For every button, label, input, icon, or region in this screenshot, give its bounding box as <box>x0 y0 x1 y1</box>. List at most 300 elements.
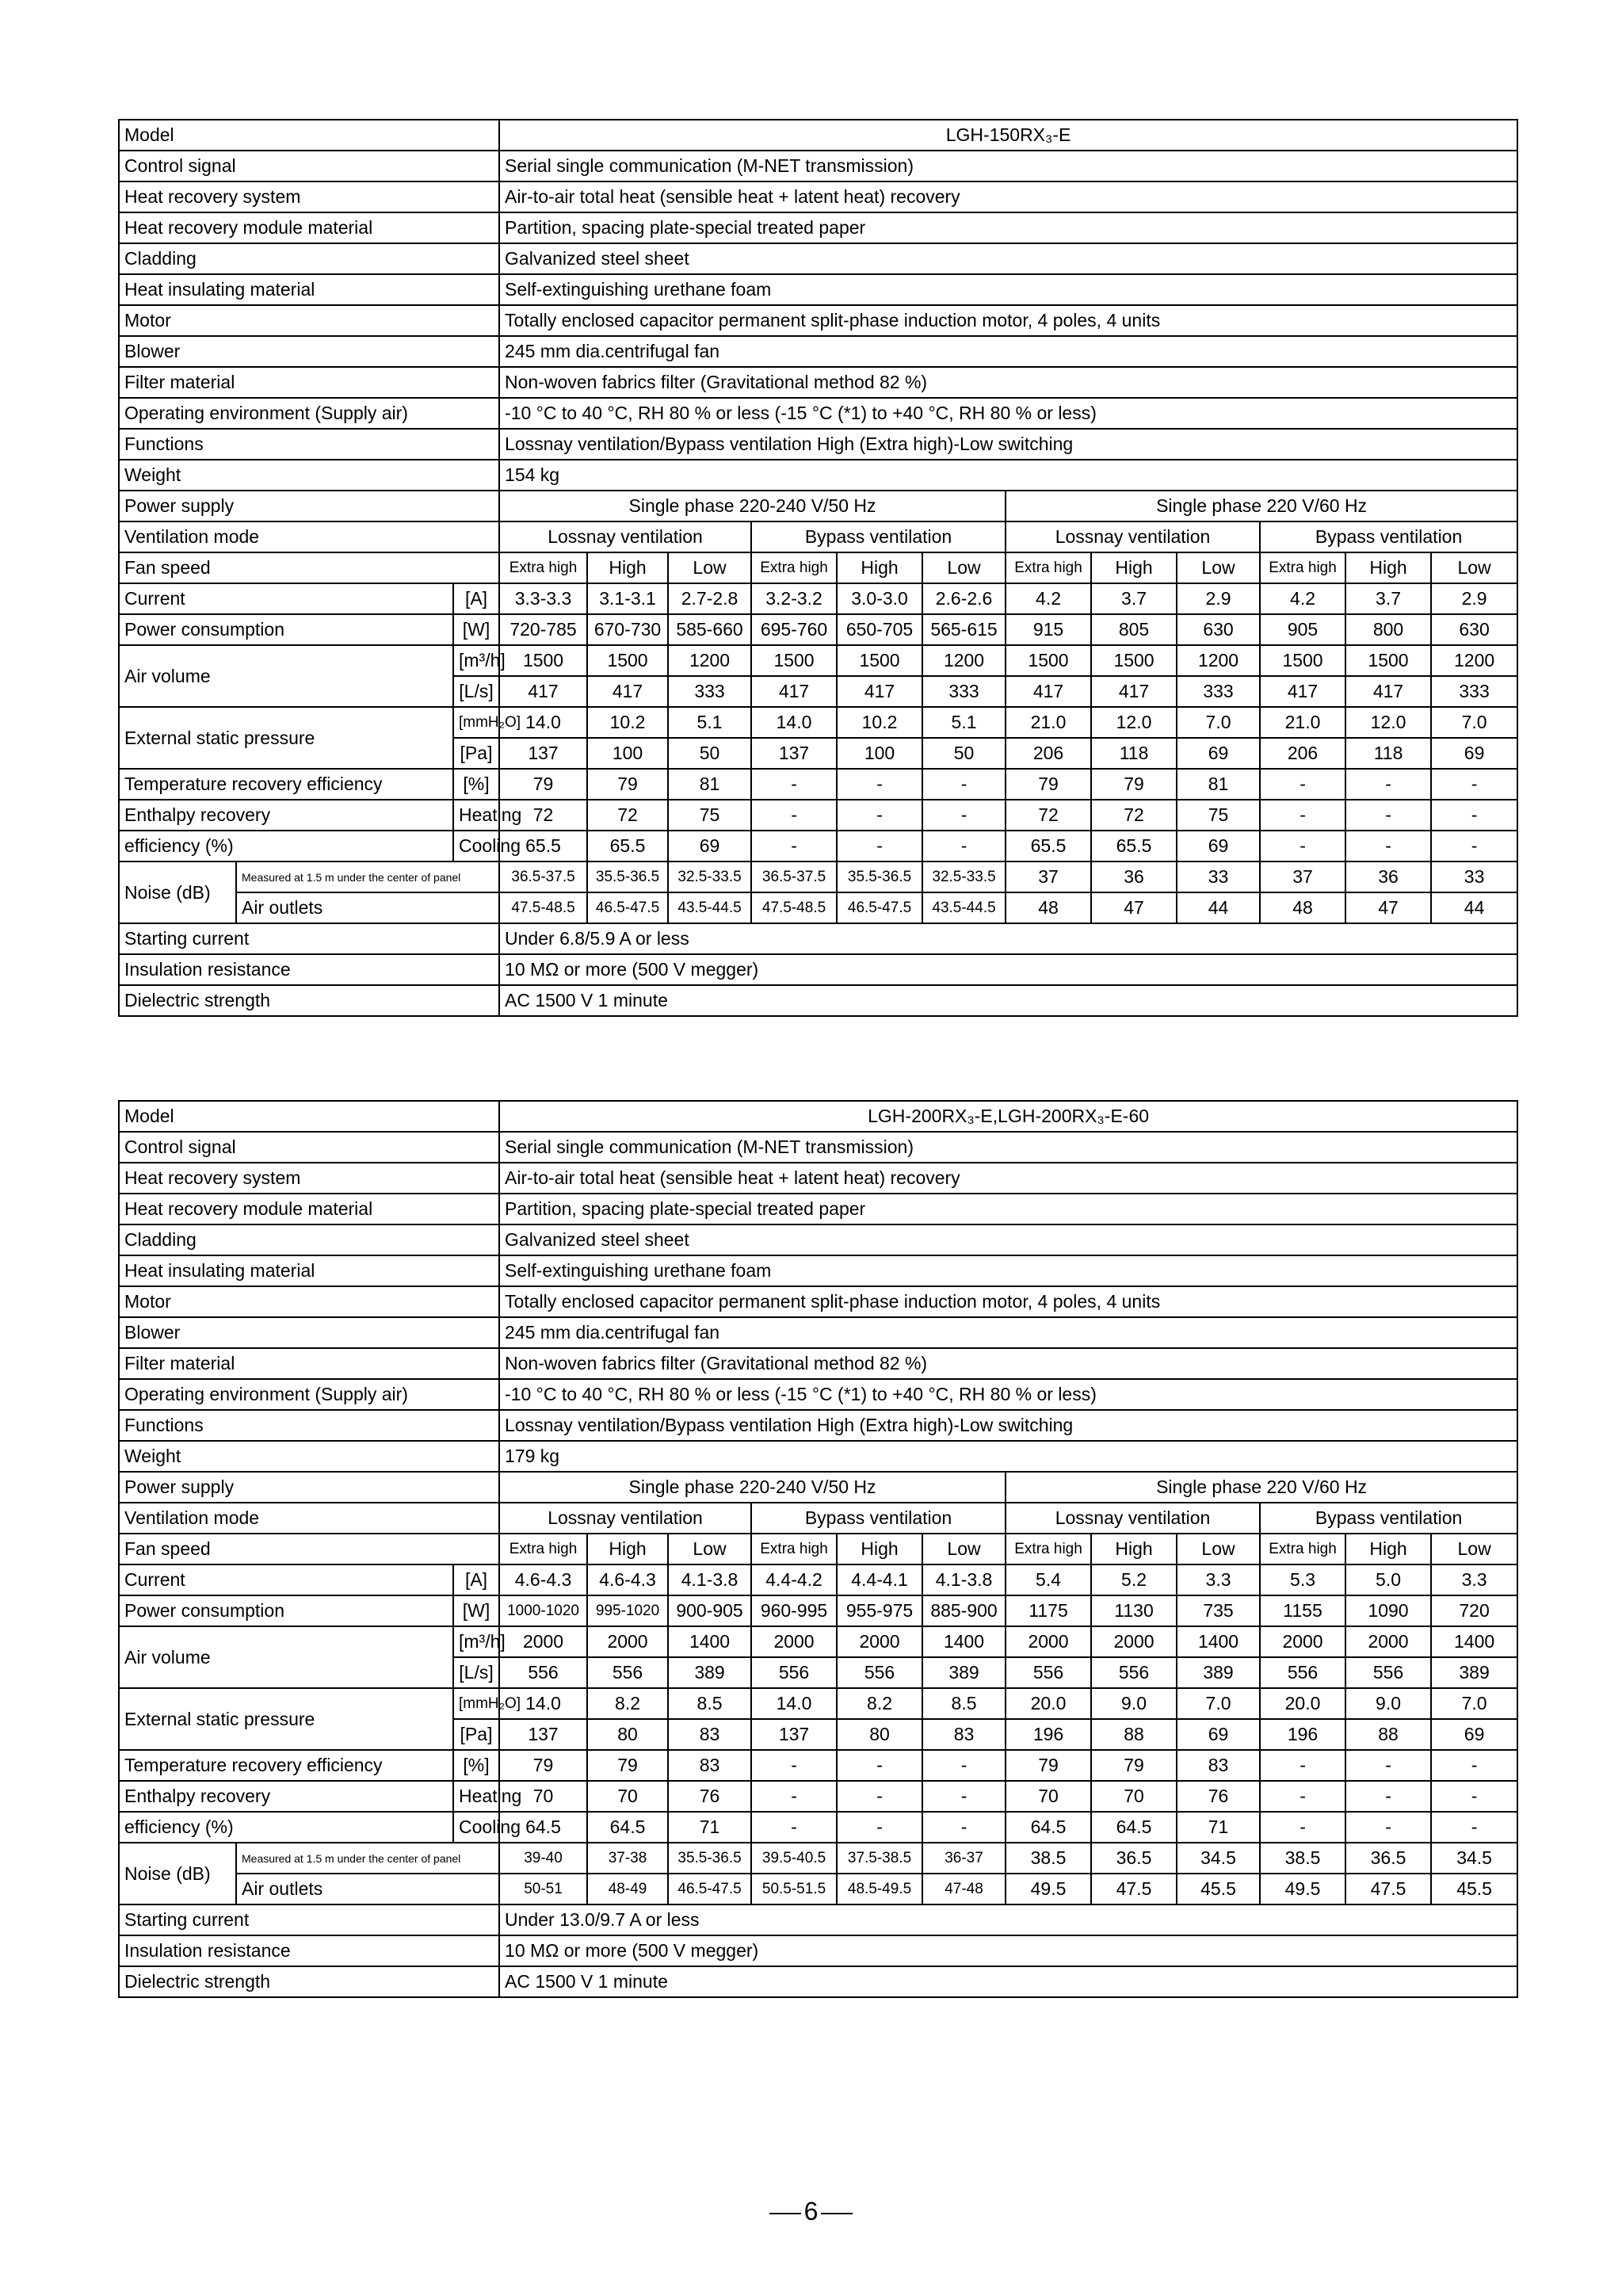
cell-sp_pa: 100 <box>587 738 668 769</box>
cell-temp_eff: 79 <box>1091 769 1177 800</box>
label-temp-efficiency: Temperature recovery efficiency <box>119 769 453 800</box>
cell-air_m3h: 1400 <box>1431 1626 1517 1657</box>
cell-noise-outlets: 43.5-44.5 <box>668 892 751 923</box>
label-dielectric: Dielectric strength <box>119 985 499 1016</box>
cell-temp_eff: 79 <box>1006 1750 1091 1781</box>
cell-noise-outlets: 43.5-44.5 <box>922 892 1006 923</box>
cell-sp_pa: 69 <box>1431 1719 1517 1750</box>
cell-power: 995-1020 <box>587 1595 668 1626</box>
cell-air_m3h: 2000 <box>1091 1626 1177 1657</box>
value-starting_current: Under 6.8/5.9 A or less <box>499 923 1517 954</box>
cell-temp_eff: - <box>922 1750 1006 1781</box>
cell-heating: 76 <box>1177 1781 1260 1812</box>
cell-sp_pa: 50 <box>922 738 1006 769</box>
speed-extra-high: Extra high <box>751 552 837 583</box>
row-weight <box>119 460 1517 491</box>
speed-low: Low <box>1431 1534 1517 1564</box>
row-model <box>119 120 1517 151</box>
cell-noise-panel: 33 <box>1431 861 1517 892</box>
cell-sp_pa: 88 <box>1345 1719 1431 1750</box>
cell-cooling: 65.5 <box>587 831 668 861</box>
cell-noise-outlets: 48 <box>1260 892 1345 923</box>
cell-noise-panel: 35.5-36.5 <box>837 861 922 892</box>
row-filter_material <box>119 1348 1517 1379</box>
cell-temp_eff: 79 <box>1091 1750 1177 1781</box>
value-motor: Totally enclosed capacitor permanent split-phase induction motor, 4 poles, 4 units <box>499 1286 1517 1317</box>
cell-sp_pa: 196 <box>1006 1719 1091 1750</box>
row-noise-panel <box>119 1843 1517 1874</box>
value-cladding: Galvanized steel sheet <box>499 243 1517 274</box>
cell-noise-outlets: 47 <box>1091 892 1177 923</box>
page-number <box>0 2197 1622 2226</box>
cell-cooling: - <box>922 831 1006 861</box>
label-starting_current: Starting current <box>119 1904 499 1935</box>
row-static-pressure-mmh2o <box>119 707 1517 738</box>
cell-sp_mmh2o: 5.1 <box>922 707 1006 738</box>
cell-noise-outlets: 47 <box>1345 892 1431 923</box>
cell-cooling: - <box>1260 1812 1345 1843</box>
speed-extra-high: Extra high <box>1260 552 1345 583</box>
cell-current: 4.1-3.8 <box>668 1564 751 1595</box>
cell-current: 3.3-3.3 <box>499 583 587 614</box>
row-dielectric <box>119 1966 1517 1997</box>
cell-heating: 76 <box>668 1781 751 1812</box>
cell-air_m3h: 1500 <box>1091 645 1177 676</box>
cell-heating: 72 <box>499 800 587 831</box>
cell-sp_pa: 83 <box>922 1719 1006 1750</box>
cell-noise-outlets: 48.5-49.5 <box>837 1874 922 1904</box>
cell-temp_eff: - <box>1345 1750 1431 1781</box>
row-weight <box>119 1441 1517 1472</box>
cell-noise-outlets: 45.5 <box>1431 1874 1517 1904</box>
cell-heating: 72 <box>587 800 668 831</box>
cell-sp_pa: 50 <box>668 738 751 769</box>
cell-temp_eff: - <box>1431 1750 1517 1781</box>
power-supply-50hz: Single phase 220-240 V/50 Hz <box>499 1472 1006 1503</box>
row-noise-outlets <box>119 1874 1517 1904</box>
row-power-supply <box>119 491 1517 521</box>
unit-sp-mmh2o: [mmH₂O] <box>453 707 499 738</box>
cell-air_ls: 333 <box>1177 676 1260 707</box>
speed-high: High <box>587 552 668 583</box>
cell-temp_eff: - <box>922 769 1006 800</box>
mode-bypass: Bypass ventilation <box>1260 521 1517 552</box>
row-functions <box>119 1410 1517 1441</box>
cell-air_m3h: 1400 <box>1177 1626 1260 1657</box>
row-noise-outlets <box>119 892 1517 923</box>
cell-sp_mmh2o: 20.0 <box>1260 1688 1345 1719</box>
cell-current: 3.7 <box>1091 583 1177 614</box>
cell-heating: 75 <box>1177 800 1260 831</box>
cell-air_ls: 417 <box>499 676 587 707</box>
cell-temp_eff: - <box>751 1750 837 1781</box>
speed-high: High <box>1345 552 1431 583</box>
cell-cooling: 65.5 <box>1006 831 1091 861</box>
label-insulating_material: Heat insulating material <box>119 274 499 305</box>
cell-cooling: - <box>1260 831 1345 861</box>
speed-extra-high: Extra high <box>1006 552 1091 583</box>
cell-noise-outlets: 46.5-47.5 <box>587 892 668 923</box>
unit-air-ls: [L/s] <box>453 1657 499 1688</box>
row-fan-speed <box>119 552 1517 583</box>
cell-power: 805 <box>1091 614 1177 645</box>
label-enthalpy-efficiency: efficiency (%) <box>119 1812 453 1843</box>
cell-noise-outlets: 47.5-48.5 <box>499 892 587 923</box>
value-control_signal: Serial single communication (M-NET transmission) <box>499 151 1517 181</box>
speed-high: High <box>837 1534 922 1564</box>
label-cladding: Cladding <box>119 1224 499 1255</box>
cell-sp_pa: 196 <box>1260 1719 1345 1750</box>
cell-sp_mmh2o: 12.0 <box>1091 707 1177 738</box>
cell-sp_mmh2o: 8.2 <box>837 1688 922 1719</box>
cell-noise-outlets: 49.5 <box>1006 1874 1091 1904</box>
value-functions: Lossnay ventilation/Bypass ventilation High (Extra high)-Low switching <box>499 1410 1517 1441</box>
speed-low: Low <box>1431 552 1517 583</box>
cell-air_m3h: 1500 <box>1345 645 1431 676</box>
cell-air_ls: 417 <box>751 676 837 707</box>
cell-power: 1155 <box>1260 1595 1345 1626</box>
label-cladding: Cladding <box>119 243 499 274</box>
cell-cooling: 65.5 <box>499 831 587 861</box>
cell-temp_eff: - <box>1345 769 1431 800</box>
cell-noise-outlets: 47-48 <box>922 1874 1006 1904</box>
unit-temp-eff: [%] <box>453 1750 499 1781</box>
row-starting_current <box>119 1904 1517 1935</box>
page-number-value: 6 <box>803 2197 819 2225</box>
cell-heating: - <box>922 1781 1006 1812</box>
row-insulating_material <box>119 274 1517 305</box>
mode-lossnay: Lossnay ventilation <box>1006 521 1260 552</box>
cell-current: 3.3 <box>1431 1564 1517 1595</box>
cell-noise-panel: 37 <box>1006 861 1091 892</box>
label-heat_recovery_system: Heat recovery system <box>119 181 499 212</box>
label-functions: Functions <box>119 429 499 460</box>
label-air-volume: Air volume <box>119 645 453 707</box>
cell-sp_mmh2o: 9.0 <box>1091 1688 1177 1719</box>
cell-current: 3.7 <box>1345 583 1431 614</box>
value-module_material: Partition, spacing plate-special treated paper <box>499 212 1517 243</box>
value-operating_env: -10 °C to 40 °C, RH 80 % or less (-15 °C (*1) to +40 °C, RH 80 % or less) <box>499 398 1517 429</box>
label-temp-efficiency: Temperature recovery efficiency <box>119 1750 453 1781</box>
cell-air_m3h: 1200 <box>1177 645 1260 676</box>
cell-noise-panel: 39.5-40.5 <box>751 1843 837 1874</box>
cell-air_m3h: 1500 <box>1006 645 1091 676</box>
row-control_signal <box>119 151 1517 181</box>
cell-air_m3h: 2000 <box>1260 1626 1345 1657</box>
row-temp-efficiency <box>119 769 1517 800</box>
value-starting_current: Under 13.0/9.7 A or less <box>499 1904 1517 1935</box>
cell-sp_pa: 69 <box>1431 738 1517 769</box>
cell-air_ls: 389 <box>668 1657 751 1688</box>
cell-sp_mmh2o: 12.0 <box>1345 707 1431 738</box>
cell-power: 905 <box>1260 614 1345 645</box>
cell-noise-outlets: 45.5 <box>1177 1874 1260 1904</box>
label-model: Model <box>119 1101 499 1132</box>
cell-heating: 70 <box>1091 1781 1177 1812</box>
cell-noise-outlets: 49.5 <box>1260 1874 1345 1904</box>
label-current: Current <box>119 1564 453 1595</box>
row-enthalpy-heating <box>119 1781 1517 1812</box>
label-operating_env: Operating environment (Supply air) <box>119 1379 499 1410</box>
cell-noise-panel: 36.5-37.5 <box>499 861 587 892</box>
cell-noise-panel: 36-37 <box>922 1843 1006 1874</box>
model-name: LGH-200RX₃-E,LGH-200RX₃-E-60 <box>499 1101 1517 1132</box>
cell-temp_eff: 81 <box>668 769 751 800</box>
cell-current: 5.2 <box>1091 1564 1177 1595</box>
cell-power: 955-975 <box>837 1595 922 1626</box>
cell-power: 630 <box>1431 614 1517 645</box>
mode-bypass: Bypass ventilation <box>751 521 1006 552</box>
cell-sp_mmh2o: 21.0 <box>1006 707 1091 738</box>
cell-heating: 70 <box>587 1781 668 1812</box>
cell-sp_pa: 137 <box>751 738 837 769</box>
label-static-pressure: External static pressure <box>119 707 453 769</box>
value-heat_recovery_system: Air-to-air total heat (sensible heat + latent heat) recovery <box>499 1163 1517 1194</box>
cell-temp_eff: - <box>1260 769 1345 800</box>
label-operating_env: Operating environment (Supply air) <box>119 398 499 429</box>
cell-heating: - <box>751 800 837 831</box>
cell-air_m3h: 1200 <box>922 645 1006 676</box>
value-insulation: 10 MΩ or more (500 V megger) <box>499 1935 1517 1966</box>
cell-heating: 70 <box>1006 1781 1091 1812</box>
cell-heating: 72 <box>1006 800 1091 831</box>
row-cladding <box>119 1224 1517 1255</box>
cell-power: 915 <box>1006 614 1091 645</box>
row-temp-efficiency <box>119 1750 1517 1781</box>
cell-power: 695-760 <box>751 614 837 645</box>
label-cooling: Cooling <box>453 831 499 861</box>
cell-air_ls: 389 <box>922 1657 1006 1688</box>
cell-cooling: - <box>1431 1812 1517 1843</box>
cell-cooling: - <box>1431 831 1517 861</box>
cell-noise-panel: 33 <box>1177 861 1260 892</box>
cell-sp_pa: 69 <box>1177 738 1260 769</box>
label-power-supply: Power supply <box>119 491 499 521</box>
cell-current: 2.9 <box>1431 583 1517 614</box>
cell-current: 2.7-2.8 <box>668 583 751 614</box>
label-control_signal: Control signal <box>119 151 499 181</box>
cell-air_m3h: 2000 <box>499 1626 587 1657</box>
cell-air_ls: 556 <box>1091 1657 1177 1688</box>
mode-lossnay: Lossnay ventilation <box>499 521 751 552</box>
cell-sp_pa: 88 <box>1091 1719 1177 1750</box>
cell-heating: - <box>922 800 1006 831</box>
cell-cooling: 69 <box>1177 831 1260 861</box>
cell-sp_pa: 137 <box>751 1719 837 1750</box>
cell-heating: - <box>1431 1781 1517 1812</box>
cell-air_m3h: 1500 <box>751 645 837 676</box>
cell-power: 885-900 <box>922 1595 1006 1626</box>
label-dielectric: Dielectric strength <box>119 1966 499 1997</box>
value-control_signal: Serial single communication (M-NET transmission) <box>499 1132 1517 1163</box>
cell-air_ls: 556 <box>837 1657 922 1688</box>
label-power-consumption: Power consumption <box>119 614 453 645</box>
speed-high: High <box>587 1534 668 1564</box>
row-model <box>119 1101 1517 1132</box>
speed-low: Low <box>668 1534 751 1564</box>
cell-noise-panel: 36.5-37.5 <box>751 861 837 892</box>
speed-high: High <box>1091 552 1177 583</box>
row-module_material <box>119 212 1517 243</box>
cell-noise-outlets: 44 <box>1177 892 1260 923</box>
row-blower <box>119 1317 1517 1348</box>
cell-noise-panel: 32.5-33.5 <box>668 861 751 892</box>
cell-power: 720 <box>1431 1595 1517 1626</box>
cell-air_ls: 417 <box>1260 676 1345 707</box>
cell-heating: - <box>1345 1781 1431 1812</box>
value-operating_env: -10 °C to 40 °C, RH 80 % or less (-15 °C (*1) to +40 °C, RH 80 % or less) <box>499 1379 1517 1410</box>
cell-temp_eff: - <box>1431 769 1517 800</box>
unit-power: [W] <box>453 1595 499 1626</box>
speed-extra-high: Extra high <box>751 1534 837 1564</box>
label-noise-measured: Measured at 1.5 m under the center of panel <box>236 861 499 892</box>
row-motor <box>119 305 1517 336</box>
unit-sp-pa: [Pa] <box>453 738 499 769</box>
cell-noise-outlets: 44 <box>1431 892 1517 923</box>
cell-air_ls: 417 <box>1091 676 1177 707</box>
value-functions: Lossnay ventilation/Bypass ventilation High (Extra high)-Low switching <box>499 429 1517 460</box>
cell-sp_mmh2o: 20.0 <box>1006 1688 1091 1719</box>
cell-cooling: 71 <box>668 1812 751 1843</box>
spec-table-lgh-150 <box>118 119 1518 1017</box>
cell-power: 1130 <box>1091 1595 1177 1626</box>
cell-current: 4.6-4.3 <box>499 1564 587 1595</box>
label-heating: Heating <box>453 1781 499 1812</box>
value-blower: 245 mm dia.centrifugal fan <box>499 336 1517 367</box>
mode-lossnay: Lossnay ventilation <box>1006 1503 1260 1534</box>
label-power-consumption: Power consumption <box>119 1595 453 1626</box>
cell-air_m3h: 2000 <box>587 1626 668 1657</box>
label-motor: Motor <box>119 305 499 336</box>
cell-air_ls: 556 <box>1345 1657 1431 1688</box>
cell-noise-outlets: 48-49 <box>587 1874 668 1904</box>
row-motor <box>119 1286 1517 1317</box>
cell-power: 720-785 <box>499 614 587 645</box>
value-filter_material: Non-woven fabrics filter (Gravitational method 82 %) <box>499 367 1517 398</box>
cell-sp_mmh2o: 7.0 <box>1431 1688 1517 1719</box>
mode-bypass: Bypass ventilation <box>1260 1503 1517 1534</box>
row-enthalpy-cooling <box>119 831 1517 861</box>
cell-noise-panel: 36 <box>1345 861 1431 892</box>
cell-cooling: - <box>837 1812 922 1843</box>
cell-cooling: 64.5 <box>499 1812 587 1843</box>
label-weight: Weight <box>119 460 499 491</box>
cell-heating: - <box>751 1781 837 1812</box>
cell-sp_pa: 118 <box>1091 738 1177 769</box>
cell-power: 670-730 <box>587 614 668 645</box>
label-fan-speed: Fan speed <box>119 1534 499 1564</box>
cell-air_m3h: 1400 <box>668 1626 751 1657</box>
cell-power: 650-705 <box>837 614 922 645</box>
cell-sp_pa: 206 <box>1260 738 1345 769</box>
row-power-supply <box>119 1472 1517 1503</box>
mode-bypass: Bypass ventilation <box>751 1503 1006 1534</box>
cell-heating: - <box>1431 800 1517 831</box>
cell-air_m3h: 1500 <box>499 645 587 676</box>
label-noise: Noise (dB) <box>119 1843 236 1904</box>
cell-power: 585-660 <box>668 614 751 645</box>
cell-air_m3h: 1500 <box>587 645 668 676</box>
label-heating: Heating <box>453 800 499 831</box>
cell-power: 1090 <box>1345 1595 1431 1626</box>
row-operating_env <box>119 1379 1517 1410</box>
cell-current: 2.6-2.6 <box>922 583 1006 614</box>
label-control_signal: Control signal <box>119 1132 499 1163</box>
cell-power: 1175 <box>1006 1595 1091 1626</box>
cell-current: 5.0 <box>1345 1564 1431 1595</box>
cell-noise-panel: 35.5-36.5 <box>587 861 668 892</box>
cell-heating: - <box>837 1781 922 1812</box>
cell-cooling: - <box>922 1812 1006 1843</box>
label-ventilation-mode: Ventilation mode <box>119 521 499 552</box>
cell-current: 3.1-3.1 <box>587 583 668 614</box>
speed-high: High <box>837 552 922 583</box>
row-filter_material <box>119 367 1517 398</box>
cell-cooling: 69 <box>668 831 751 861</box>
label-insulating_material: Heat insulating material <box>119 1255 499 1286</box>
cell-air_ls: 417 <box>587 676 668 707</box>
row-heat_recovery_system <box>119 1163 1517 1194</box>
cell-sp_pa: 83 <box>668 1719 751 1750</box>
cell-noise-panel: 37-38 <box>587 1843 668 1874</box>
row-insulation <box>119 954 1517 985</box>
value-dielectric: AC 1500 V 1 minute <box>499 985 1517 1016</box>
row-module_material <box>119 1194 1517 1224</box>
cell-heating: - <box>837 800 922 831</box>
unit-current: [A] <box>453 583 499 614</box>
cell-power: 735 <box>1177 1595 1260 1626</box>
cell-air_m3h: 1200 <box>668 645 751 676</box>
label-motor: Motor <box>119 1286 499 1317</box>
row-power-consumption <box>119 1595 1517 1626</box>
cell-air_ls: 333 <box>922 676 1006 707</box>
cell-temp_eff: 79 <box>587 769 668 800</box>
cell-sp_pa: 69 <box>1177 1719 1260 1750</box>
cell-cooling: 64.5 <box>1091 1812 1177 1843</box>
cell-sp_mmh2o: 9.0 <box>1345 1688 1431 1719</box>
cell-air_m3h: 2000 <box>751 1626 837 1657</box>
label-filter_material: Filter material <box>119 367 499 398</box>
cell-noise-outlets: 48 <box>1006 892 1091 923</box>
cell-temp_eff: - <box>837 769 922 800</box>
cell-noise-panel: 32.5-33.5 <box>922 861 1006 892</box>
cell-cooling: 71 <box>1177 1812 1260 1843</box>
unit-sp-pa: [Pa] <box>453 1719 499 1750</box>
cell-air_m3h: 1400 <box>922 1626 1006 1657</box>
cell-sp_pa: 137 <box>499 738 587 769</box>
cell-noise-outlets: 50.5-51.5 <box>751 1874 837 1904</box>
row-current <box>119 583 1517 614</box>
label-starting_current: Starting current <box>119 923 499 954</box>
label-insulation: Insulation resistance <box>119 1935 499 1966</box>
cell-noise-panel: 38.5 <box>1006 1843 1091 1874</box>
cell-current: 4.4-4.2 <box>751 1564 837 1595</box>
cell-air_ls: 417 <box>837 676 922 707</box>
cell-sp_pa: 206 <box>1006 738 1091 769</box>
value-insulating_material: Self-extinguishing urethane foam <box>499 1255 1517 1286</box>
label-ventilation-mode: Ventilation mode <box>119 1503 499 1534</box>
cell-temp_eff: 79 <box>587 1750 668 1781</box>
cell-sp_mmh2o: 7.0 <box>1177 707 1260 738</box>
cell-current: 4.1-3.8 <box>922 1564 1006 1595</box>
label-static-pressure: External static pressure <box>119 1688 453 1750</box>
cell-sp_mmh2o: 7.0 <box>1431 707 1517 738</box>
cell-noise-panel: 35.5-36.5 <box>668 1843 751 1874</box>
value-blower: 245 mm dia.centrifugal fan <box>499 1317 1517 1348</box>
row-power-consumption <box>119 614 1517 645</box>
cell-cooling: - <box>1345 1812 1431 1843</box>
row-enthalpy-heating <box>119 800 1517 831</box>
